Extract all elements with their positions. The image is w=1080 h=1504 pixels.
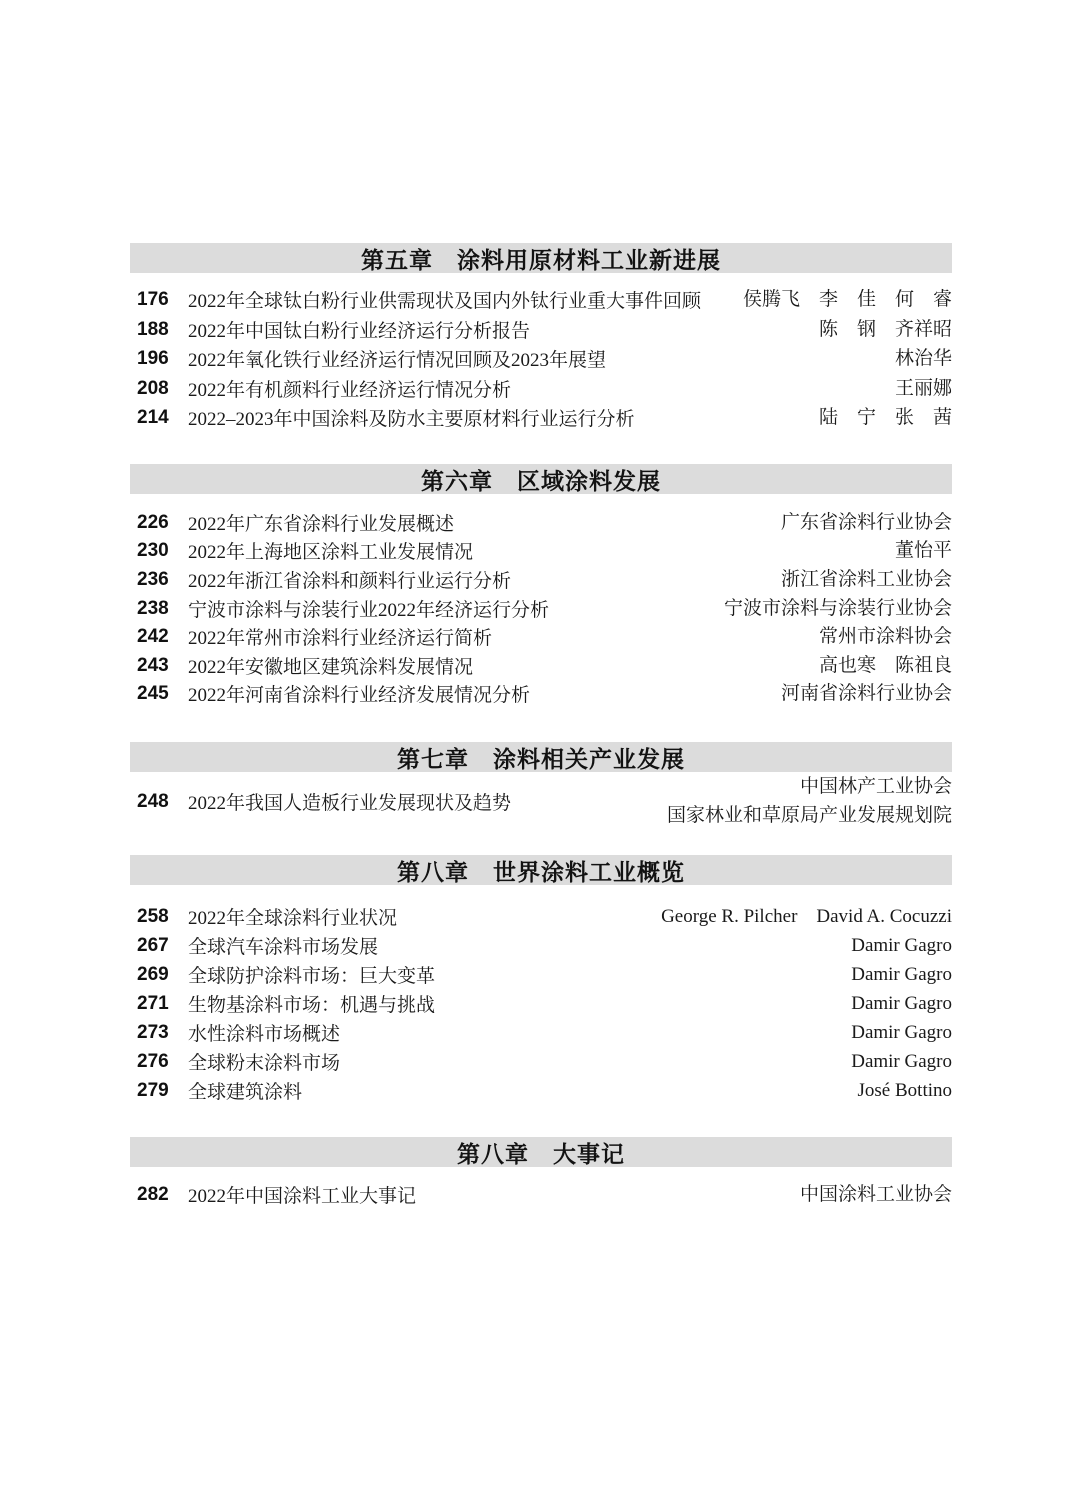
entry-authors: [781, 565, 952, 594]
entry-page-number: 243: [137, 654, 169, 676]
entry-title: 2022年氧化铁行业经济运行情况回顾及2023年展望: [188, 350, 607, 372]
toc-entry: [130, 315, 952, 345]
chapter-heading-bar: [130, 243, 952, 273]
toc-entry: [130, 1180, 952, 1209]
entry-title: 全球汽车涂料市场发展: [188, 937, 379, 958]
entry-author-line: George R. Pilcher David A. Cocuzzi: [661, 906, 952, 927]
entry-author-line: 陈 钢 齐祥昭: [818, 318, 952, 340]
entry-page-number: 226: [137, 511, 169, 533]
chapter-section: [130, 1137, 952, 1209]
entry-author-line: 高也寒 陈祖良: [818, 654, 952, 676]
entry-author-line: 王丽娜: [894, 377, 952, 399]
chapter-heading: 第八章 世界涂料工业概览: [397, 858, 685, 885]
toc-entry: [130, 1076, 952, 1105]
entry-authors: [819, 622, 952, 651]
entry-authors: [819, 651, 952, 680]
entry-author-line: 广东省涂料行业协会: [780, 511, 952, 533]
entry-page-number: 188: [137, 318, 169, 340]
toc-entry: [130, 960, 952, 989]
chapter-section: [130, 464, 952, 708]
entry-page-number: 176: [137, 289, 169, 311]
toc-entry: [130, 374, 952, 404]
entry-authors: [895, 374, 952, 403]
entry-authors: [851, 960, 952, 989]
entry-page-number: 208: [137, 377, 169, 399]
entry-page-number: 276: [137, 1051, 169, 1072]
entry-title: 水性涂料市场概述: [188, 1024, 341, 1045]
entry-authors: [743, 285, 952, 314]
entry-authors: [781, 508, 952, 537]
toc-entry: [130, 403, 952, 433]
entry-title: 宁波市涂料与涂装行业2022年经济运行分析: [188, 599, 550, 621]
entry-author-line: 董怡平: [894, 540, 952, 562]
entry-title: 全球防护涂料市场：巨大变革: [188, 966, 436, 987]
entry-page-number: 236: [137, 568, 169, 590]
chapter-heading-bar: [130, 464, 952, 494]
toc-entry: [130, 508, 952, 537]
toc-entry: [130, 772, 952, 830]
entry-author-line: Damir Gagro: [851, 1051, 952, 1072]
chapter-entries: [130, 1180, 952, 1209]
entry-page-number: 214: [137, 407, 169, 429]
entry-title: 全球粉末涂料市场: [188, 1053, 341, 1074]
entry-authors: [819, 403, 952, 432]
entry-page-number: 279: [137, 1080, 169, 1101]
toc-entry: [130, 344, 952, 374]
chapter-heading-bar: [130, 1137, 952, 1167]
entry-author-line: 浙江省涂料工业协会: [780, 568, 952, 590]
entry-authors: [851, 989, 952, 1018]
entry-page-number: 242: [137, 626, 169, 648]
chapter-entries: [130, 772, 952, 830]
toc-entry: [130, 1018, 952, 1047]
entry-title: 2022年有机颜料行业经济运行情况分析: [188, 379, 512, 401]
entry-page-number: 269: [137, 964, 169, 985]
entry-author-line: Damir Gagro: [851, 993, 952, 1014]
entry-author-line: Damir Gagro: [851, 935, 952, 956]
entry-author-line: José Bottino: [857, 1080, 952, 1101]
chapter-heading-bar: [130, 855, 952, 885]
toc-entry: [130, 285, 952, 315]
entry-authors: [667, 772, 952, 830]
chapter-heading: 第五章 涂料用原材料工业新进展: [361, 246, 721, 273]
entry-authors: [895, 536, 952, 565]
entry-authors: [851, 1018, 952, 1047]
entry-authors: [858, 1076, 952, 1105]
entry-author-line: 陆 宁 张 茜: [818, 407, 952, 429]
entry-title: 2022年全球钛白粉行业供需现状及国内外钛行业重大事件回顾: [188, 291, 702, 313]
entry-title: 生物基涂料市场：机遇与挑战: [188, 995, 436, 1016]
entry-author-line: 中国涂料工业协会: [799, 1184, 952, 1205]
entry-title: 2022年全球涂料行业状况: [188, 908, 398, 929]
entry-page-number: 271: [137, 993, 169, 1014]
entry-page-number: 196: [137, 348, 169, 370]
toc-entry: [130, 902, 952, 931]
toc-entry: [130, 565, 952, 594]
entry-authors: [895, 344, 952, 373]
toc-entry: [130, 651, 952, 680]
entry-title: 2022年我国人造板行业发展现状及趋势: [188, 792, 512, 814]
chapter-section: [130, 742, 952, 830]
entry-title: 2022年上海地区涂料工业发展情况: [188, 542, 474, 564]
chapter-entries: [130, 902, 952, 1105]
entry-author-line: 国家林业和草原局产业发展规划院: [666, 805, 952, 826]
entry-authors: [724, 594, 952, 623]
chapter-entries: [130, 285, 952, 433]
entry-page-number: 245: [137, 683, 169, 705]
entry-title: 2022年广东省涂料行业发展概述: [188, 513, 455, 535]
entry-author-line: 河南省涂料行业协会: [780, 683, 952, 705]
entry-title: 2022年浙江省涂料和颜料行业运行分析: [188, 570, 512, 592]
toc-entry: [130, 622, 952, 651]
toc-entry: [130, 931, 952, 960]
entry-authors: [851, 931, 952, 960]
entry-title: 2022年常州市涂料行业经济运行简析: [188, 628, 493, 650]
entry-authors: [800, 1180, 952, 1209]
chapter-heading: 第七章 涂料相关产业发展: [397, 745, 685, 772]
chapter-entries: [130, 508, 952, 708]
entry-title: 2022年安徽地区建筑涂料发展情况: [188, 656, 474, 678]
entry-page-number: 282: [137, 1184, 169, 1205]
entry-author-line: 中国林产工业协会: [799, 776, 952, 797]
entry-authors: [661, 902, 952, 931]
toc-entry: [130, 594, 952, 623]
entry-page-number: 273: [137, 1022, 169, 1043]
toc-entry: [130, 989, 952, 1018]
entry-page-number: 267: [137, 935, 169, 956]
toc-entry: [130, 680, 952, 709]
entry-authors: [851, 1047, 952, 1076]
chapter-heading: 第八章 大事记: [457, 1140, 625, 1167]
entry-title: 全球建筑涂料: [188, 1082, 303, 1103]
entry-author-line: 宁波市涂料与涂装行业协会: [723, 597, 952, 619]
chapter-heading: 第六章 区域涂料发展: [421, 467, 661, 494]
toc-entry: [130, 1047, 952, 1076]
entry-authors: [819, 315, 952, 344]
entry-title: 2022年河南省涂料行业经济发展情况分析: [188, 685, 531, 707]
entry-authors: [781, 679, 952, 708]
entry-page-number: 248: [137, 790, 169, 812]
toc-entry: [130, 537, 952, 566]
chapter-heading-bar: [130, 742, 952, 772]
entry-author-line: 常州市涂料协会: [818, 626, 952, 648]
chapter-section: [130, 243, 952, 433]
entry-page-number: 258: [137, 906, 169, 927]
entry-author-line: Damir Gagro: [851, 1022, 952, 1043]
entry-author-line: 侯腾飞 李 佳 何 睿: [742, 289, 952, 311]
entry-page-number: 230: [137, 540, 169, 562]
entry-title: 2022年中国钛白粉行业经济运行分析报告: [188, 320, 531, 342]
chapter-section: [130, 855, 952, 1105]
entry-page-number: 238: [137, 597, 169, 619]
entry-title: 2022–2023年中国涂料及防水主要原材料行业运行分析: [188, 409, 635, 431]
entry-author-line: 林治华: [894, 348, 952, 370]
entry-author-line: Damir Gagro: [851, 964, 952, 985]
entry-title: 2022年中国涂料工业大事记: [188, 1186, 417, 1207]
